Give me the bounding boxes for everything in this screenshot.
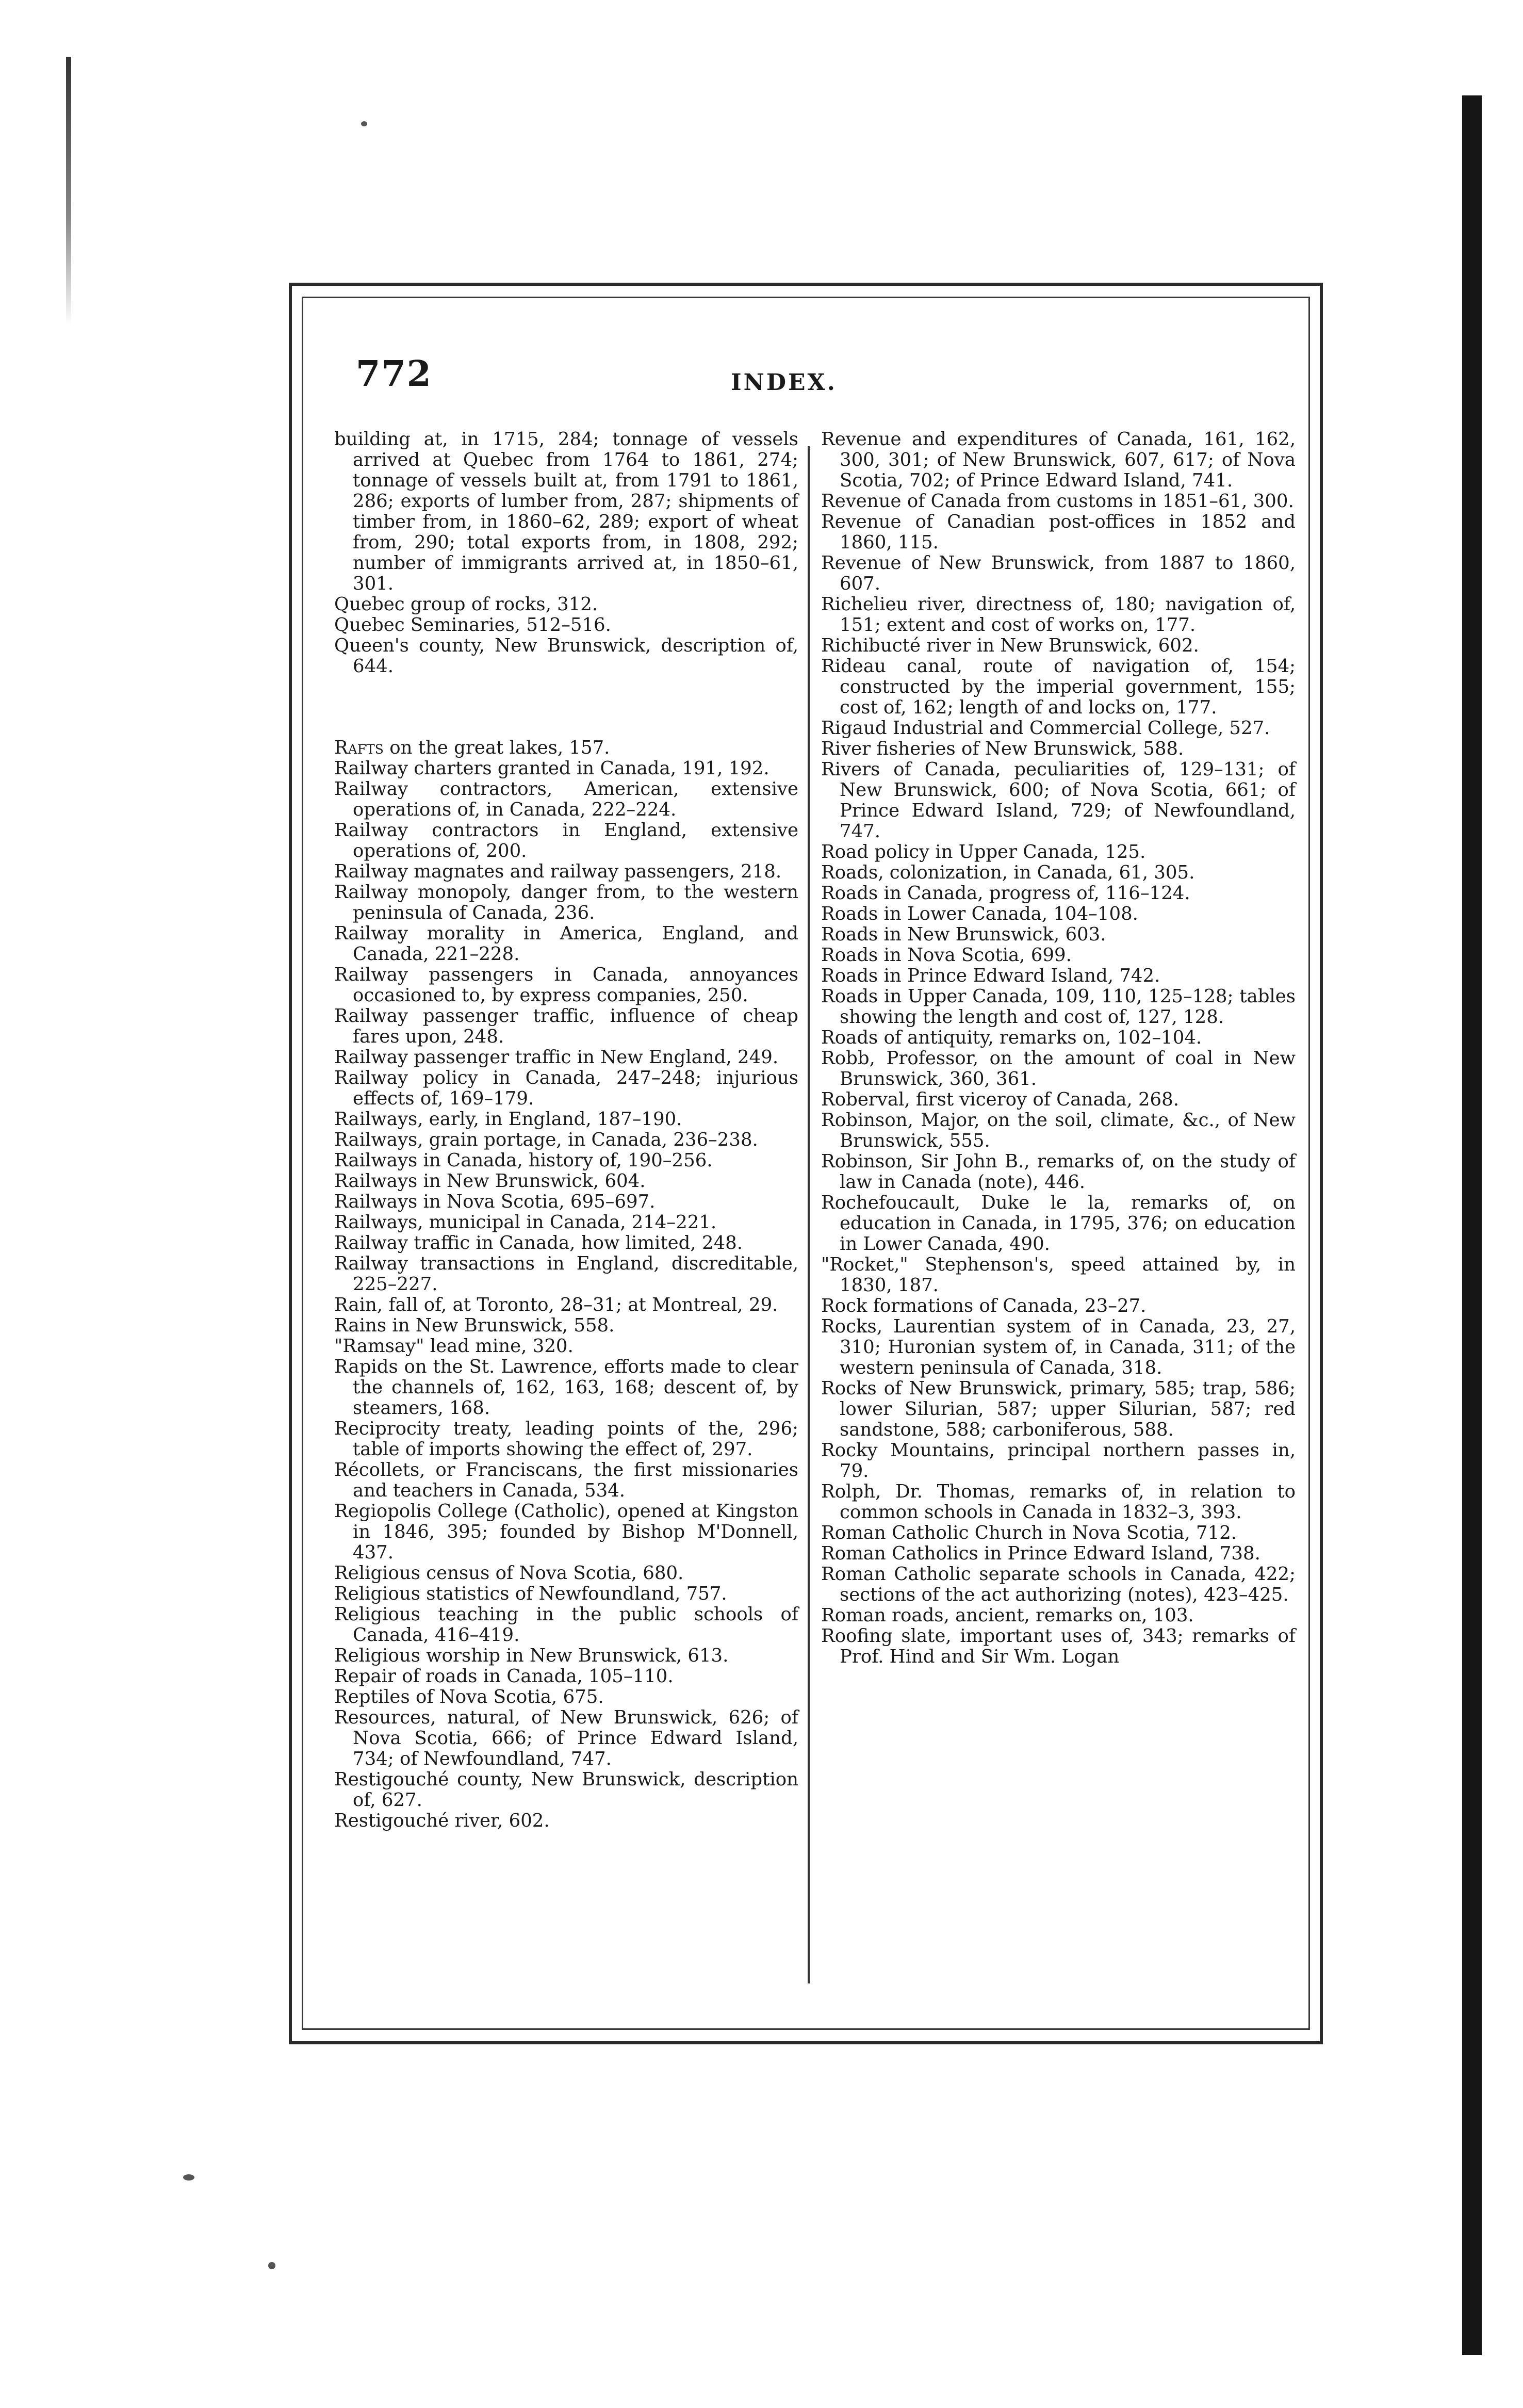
index-entry: Railway passenger traffic, influence of cheap fares upon, 248. [334, 1005, 798, 1047]
index-entry: Road policy in Upper Canada, 125. [821, 841, 1146, 863]
index-column-left [334, 429, 798, 1831]
index-entry: Quebec Seminaries, 512–516. [334, 614, 611, 636]
index-entry: Roofing slate, important uses of, 343; remarks of Prof. Hind and Sir Wm. Logan [821, 1625, 1296, 1667]
index-entry: Roads in Lower Canada, 104–108. [821, 903, 1138, 924]
index-entry: Railway morality in America, England, and Canada, 221–228. [334, 923, 798, 965]
index-entry: Rapids on the St. Lawrence, efforts made to clear the channels of, 162, 163, 168; descent of, by steamers, 168. [334, 1356, 798, 1419]
index-entry: Robb, Professor, on the amount of coal in New Brunswick, 360, 361. [821, 1048, 1296, 1089]
index-entry: Railways in Canada, history of, 190–256. [334, 1150, 713, 1171]
index-entry: Railway passenger traffic in New England, 249. [334, 1047, 779, 1068]
index-entry: Restigouché river, 602. [334, 1810, 550, 1831]
index-entry: Roman Catholic Church in Nova Scotia, 712. [821, 1522, 1237, 1543]
index-entry: Railway transactions in England, discreditable, 225–227. [334, 1253, 798, 1295]
index-entry: Railway passengers in Canada, annoyances occasioned to, by express companies, 250. [334, 964, 798, 1006]
index-entry: Roads, colonization, in Canada, 61, 305. [821, 862, 1195, 883]
index-entry-section-start [334, 738, 798, 758]
index-entry: Railway monopoly, danger from, to the western peninsula of Canada, 236. [334, 882, 798, 923]
index-entry: Restigouché county, New Brunswick, description of, 627. [334, 1769, 798, 1811]
page-number: 772 [356, 353, 432, 395]
index-entry: Railway magnates and railway passengers, 218. [334, 861, 782, 882]
index-column-right [821, 429, 1296, 1667]
index-entry: Revenue of New Brunswick, from 1887 to 1860, 607. [821, 552, 1296, 594]
index-entry: Railway contractors in England, extensive operations of, 200. [334, 820, 798, 861]
index-entry: Roberval, first viceroy of Canada, 268. [821, 1089, 1180, 1110]
index-entry: Rocks, Laurentian system of in Canada, 23, 27, 310; Huronian system of, in Canada, 311; of the western peninsula of Canada, 318. [821, 1316, 1296, 1378]
index-entry: Railway contractors, American, extensive operations of, in Canada, 222–224. [334, 778, 798, 820]
index-entry: Roads in Canada, progress of, 116–124. [821, 883, 1190, 904]
index-entry: Repair of roads in Canada, 105–110. [334, 1666, 674, 1687]
index-entry: Rocks of New Brunswick, primary, 585; trap, 586; lower Silurian, 587; upper Silurian, 587; red sandstone, 588; carboniferous, 588. [821, 1378, 1296, 1440]
scan-edge-left [66, 57, 71, 325]
section-gap [334, 677, 798, 738]
index-entry: Religious statistics of Newfoundland, 757. [334, 1583, 727, 1604]
index-entry: Quebec group of rocks, 312. [334, 594, 598, 615]
index-entry: Railways in New Brunswick, 604. [334, 1170, 646, 1192]
index-entry: building at, in 1715, 284; tonnage of vessels arrived at Quebec from 1764 to 1861, 274; tonnage of vessels built at, from 1791 to 1861, 286; exports of lumber from, 287; shipments of timber from, in 1860–62, 289; export of wheat from, 290; total exports from, in 1808, 292; number of immigrants arrived at, in 1850–61, 301. [334, 429, 798, 594]
index-entry: Revenue of Canadian post-offices in 1852 and 1860, 115. [821, 511, 1296, 553]
scan-edge-right [1462, 95, 1482, 2355]
index-entry: Robinson, Major, on the soil, climate, &c., of New Brunswick, 555. [821, 1110, 1296, 1151]
index-entries-r [334, 758, 798, 1831]
index-entry: Rigaud Industrial and Commercial College, 527. [821, 718, 1270, 739]
index-entry: Railway policy in Canada, 247–248; injurious effects of, 169–179. [334, 1067, 798, 1109]
index-entry: Rivers of Canada, peculiarities of, 129–131; of New Brunswick, 600; of Nova Scotia, 661; of Prince Edward Island, 729; of Newfoundland, 747. [821, 759, 1296, 842]
index-entry: Rolph, Dr. Thomas, remarks of, in relation to common schools in Canada in 1832–3, 393. [821, 1481, 1296, 1523]
dust-speck [361, 121, 367, 126]
index-entry: Religious census of Nova Scotia, 680. [334, 1563, 684, 1584]
dust-speck [183, 2174, 194, 2181]
index-entry: "Ramsay" lead mine, 320. [334, 1336, 574, 1357]
index-entry: Rocky Mountains, principal northern passes in, 79. [821, 1440, 1296, 1482]
index-entry: Railways in Nova Scotia, 695–697. [334, 1191, 656, 1212]
index-entry: Roman Catholic separate schools in Canada, 422; sections of the act authorizing (notes), 423–425. [821, 1564, 1296, 1605]
index-entries-right [821, 429, 1296, 1667]
running-head: INDEX. [731, 369, 837, 396]
index-entry: Regiopolis College (Catholic), opened at Kingston in 1846, 395; founded by Bishop M'Donnell, 437. [334, 1501, 798, 1563]
index-entry: Railways, municipal in Canada, 214–221. [334, 1212, 717, 1233]
index-entry: Robinson, Sir John B., remarks of, on the study of law in Canada (note), 446. [821, 1151, 1296, 1193]
index-entry: "Rocket," Stephenson's, speed attained by, in 1830, 187. [821, 1254, 1296, 1296]
dust-speck [268, 2262, 275, 2269]
index-entry: Religious worship in New Brunswick, 613. [334, 1645, 729, 1666]
index-entry: River fisheries of New Brunswick, 588. [821, 738, 1184, 759]
index-entry: Railway charters granted in Canada, 191, 192. [334, 758, 769, 779]
index-entry: Richelieu river, directness of, 180; navigation of, 151; extent and cost of works on, 177. [821, 594, 1296, 636]
index-entry: Rain, fall of, at Toronto, 28–31; at Montreal, 29. [334, 1294, 778, 1315]
index-entry: Railways, grain portage, in Canada, 236–238. [334, 1129, 758, 1150]
index-entry: Rock formations of Canada, 23–27. [821, 1295, 1147, 1316]
index-entry: Rochefoucault, Duke le la, remarks of, on education in Canada, in 1795, 376; on education in Lower Canada, 490. [821, 1192, 1296, 1255]
index-entry: Richibucté river in New Brunswick, 602. [821, 635, 1199, 656]
index-entry: Rains in New Brunswick, 558. [334, 1315, 615, 1336]
index-entry-text: on the great lakes, 157. [383, 737, 610, 758]
index-entry: Roads in Prince Edward Island, 742. [821, 965, 1160, 986]
index-entry: Roads of antiquity, remarks on, 102–104. [821, 1027, 1202, 1048]
index-entry: Rideau canal, route of navigation of, 154; constructed by the imperial government, 155; cost of, 162; length of and locks on, 177. [821, 656, 1296, 718]
index-entry: Roads in New Brunswick, 603. [821, 924, 1106, 945]
index-entry: Railways, early, in England, 187–190. [334, 1109, 682, 1130]
index-entry: Récollets, or Franciscans, the first missionaries and teachers in Canada, 534. [334, 1459, 798, 1501]
index-entry: Revenue of Canada from customs in 1851–61, 300. [821, 491, 1294, 512]
column-divider [808, 446, 810, 1983]
index-entry: Resources, natural, of New Brunswick, 626; of Nova Scotia, 666; of Prince Edward Island, 734; of Newfoundland, 747. [334, 1707, 798, 1769]
index-entry: Religious teaching in the public schools of Canada, 416–419. [334, 1604, 798, 1646]
index-entry: Roman Catholics in Prince Edward Island, 738. [821, 1543, 1260, 1564]
index-entry: Railway traffic in Canada, how limited, 248. [334, 1232, 743, 1254]
index-entry: Revenue and expenditures of Canada, 161, 162, 300, 301; of New Brunswick, 607, 617; of Nova Scotia, 702; of Prince Edward Island, 741. [821, 429, 1296, 491]
index-entry: Roads in Upper Canada, 109, 110, 125–128; tables showing the length and cost of, 127, 128. [821, 986, 1296, 1028]
index-entry: Roads in Nova Scotia, 699. [821, 945, 1072, 966]
index-entry: Reptiles of Nova Scotia, 675. [334, 1686, 604, 1707]
index-entry: Reciprocity treaty, leading points of the, 296; table of imports showing the effect of, 297. [334, 1418, 798, 1460]
index-entry: Roman roads, ancient, remarks on, 103. [821, 1605, 1194, 1626]
index-entry: Queen's county, New Brunswick, description of, 644. [334, 635, 798, 677]
section-head-word: Rafts [334, 737, 384, 758]
